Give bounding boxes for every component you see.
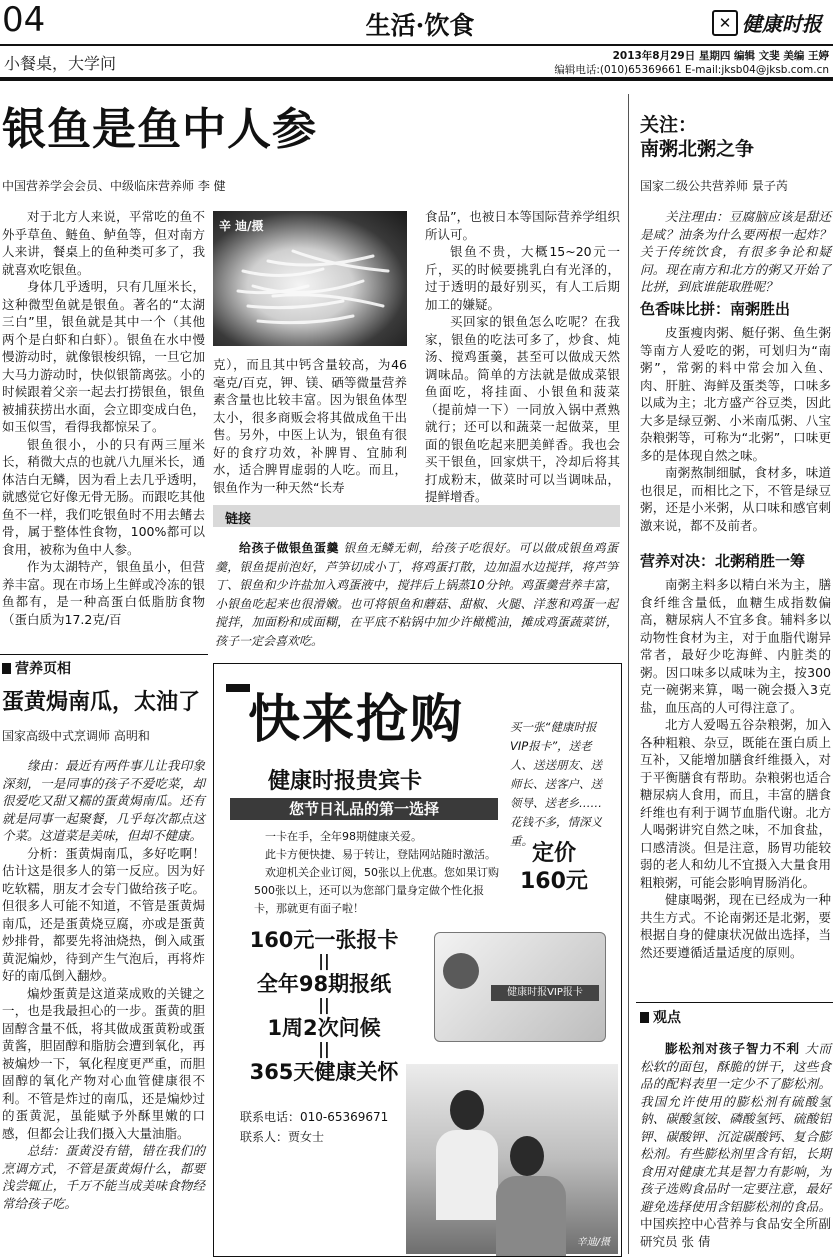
paragraph: 克），而且其中钙含量较高，为46毫克/百克，钾、镁、硒等微量营养素含量也比较丰富。因为银鱼体型太小，很多商贩会将其做成鱼干出售。另外，中医上认为，银鱼有很好的食疗功效，补脾胃、宜肺利水，适合脾胃虚弱的人吃。而且，银鱼作为一种天然“长寿: [213, 357, 407, 495]
ad-side-text: 买一张“健康时报VIP报卡”，送老人、送送朋友、送师长、送客户、送领导、送老乡……花钱不多，情深义重。: [510, 720, 602, 848]
ad-offer-line: 全年98期报纸: [256, 972, 392, 996]
paragraph: 皮蛋瘦肉粥、艇仔粥、鱼生粥等南方人爱吃的粥，可划归为“南粥”，常粥的料中常会加入鱼、肉、肝脏、海鲜及蛋类等，口味多以咸为主；北方盛产谷豆类，因此大多是绿豆粥、小米南瓜粥、八宝杂粮粥等，可称为“北粥”，口味更多的是体现自然之味。: [640, 325, 831, 463]
paragraph: 健康喝粥，现在已经成为一种共生方式。不论南粥还是北粥，要根据自身的健康状况做出选择，当然还要遵循适量适度的原则。: [640, 892, 831, 960]
ad-subhead: 健康时报贵宾卡: [268, 768, 423, 794]
ad-offer-line: 160元一张报卡: [249, 928, 399, 952]
paragraph: 分析：蛋黄焗南瓜，多好吃啊！估计这是很多人的第一反应。因为好吃软糯，朋友才会专门做给孩子吃。但很多人可能不知道，不管是蛋黄焗南瓜，还是蛋黄烧豆腐，亦或是蛋黄炒排骨，都要先将油烧热，倒入咸蛋黄泥煸炒，待到产生气泡后，再将炸好的南瓜倒入翻炒。: [2, 845, 205, 983]
right-section-1: [640, 324, 831, 542]
silverfish-photo: [213, 211, 407, 346]
paragraph: 食品”，也被日本等国际营养学组织所认可。: [425, 209, 620, 242]
person-head-icon: [450, 1090, 484, 1130]
opinion-text: 大而松软的面包，酥脆的饼干，这些食品的配料表里一定少不了膨松剂。我国允许使用的膨松剂有硫酸氢钠、碳酸氢铵、磷酸氢钙、硫酸铝钾、碳酸钾、沉淀碳酸钙、复合膨松剂。有些膨松剂里含有铝，长期食用对健康尤其是智力有影响，为孩子选购食品时一定要注意，最好避免选择使用含铝膨松剂的食品。: [640, 1041, 831, 1214]
ad-equals: ||: [318, 1039, 330, 1058]
ad-equals: ||: [318, 951, 330, 970]
right-article-byline: 国家二级公共营养师 景子芮: [640, 179, 788, 193]
right-subhead-2: 营养对决：北粥稍胜一筹: [640, 552, 806, 570]
logo-text: 健康时报: [741, 12, 822, 36]
ad-equals: ||: [318, 995, 330, 1014]
section-divider: [0, 654, 208, 655]
ad-offer-list: [224, 924, 424, 1086]
paragraph: 身体几乎透明，只有几厘米长，这种微型鱼就是银鱼。著名的“太湖三白”里，银鱼就是其中一个（其他两个是白虾和白虾）。银鱼在水中慢慢游动时，就像银梭织锦，一旦它加大马力游动时，快似银箭离弦。小的时候跟着父亲一起去打捞银鱼，银鱼被捕获捞出水面，会立即变成白色，如玉似雪，看得我都惊呆了。: [2, 279, 205, 434]
right-kicker: 关注：: [640, 114, 698, 136]
right-section-2: [640, 576, 831, 998]
vip-card-ad: [213, 663, 622, 1257]
vip-card-image: [434, 932, 606, 1042]
paragraph: 对于北方人来说，平常吃的鱼不外乎草鱼、鲢鱼、鲈鱼等，但对南方人来讲，餐桌上的鱼种类可多了，我就喜欢吃银鱼。: [2, 209, 205, 277]
ad-corner-mark: [226, 684, 250, 692]
opinion-body: [640, 1040, 831, 1254]
paragraph: 银鱼很小，小的只有两三厘米长，稍微大点的也就八九厘米长，通体洁白无鳞，因为看上去几乎透明，就感觉它好像无骨无肠。而跟吃其他鱼不一样，我们吃银鱼时不用去鳍去骨，属于整体性食物，100%都可以食用，被称为鱼中人参。: [2, 436, 205, 557]
ad-banner: 您节日礼品的第一选择: [230, 798, 498, 820]
main-article-col2: [213, 356, 407, 496]
header-rule: [0, 44, 833, 46]
ad-price-label: 定价: [532, 841, 577, 866]
paragraph: 煸炒蛋黄是这道菜成败的关键之一，也是我最担心的一步。蛋黄的胆固醇含量不低，将其做成蛋黄粉或蛋黄酱，胆固醇和脂肪会遭到氧化，再被煸炒一下，氧化程度更严重，而胆固醇的氧化产物对心血管健康很不利。不管是炸过的南瓜，还是煸炒过的蛋黄泥，虽能赋予外酥里嫩的口感，但都会让我们摄入大量油脂。: [2, 985, 205, 1141]
main-article-byline: 中国营养学会会员、中级临床营养师 李 健: [2, 179, 226, 193]
ad-headline: 快来抢购: [248, 690, 465, 750]
person-body-icon: [436, 1130, 498, 1220]
header-thick-rule: [0, 77, 833, 81]
opinion-lead: 膨松剂对孩子智力不利: [665, 1041, 800, 1056]
right-lead: [640, 208, 831, 294]
left-article-body: [2, 757, 205, 1253]
ad-contact-person: 联系人：贾女士: [240, 1130, 325, 1144]
paragraph: 作为太湖特产，银鱼虽小，但营养丰富。现在市场上生鲜或冷冻的银鱼都有，是一种高蛋白低脂肪食物（蛋白质为17.2克/百: [2, 559, 205, 627]
opinion-tag: 观点: [640, 1007, 681, 1027]
card-ornament-icon: [443, 953, 479, 989]
right-subhead-1: 色香味比拼：南粥胜出: [640, 300, 791, 318]
couple-photo: [406, 1064, 618, 1254]
nutrition-tag: 营养页相: [2, 658, 71, 678]
photo-credit: 辛 迪/摄: [219, 219, 264, 233]
column-divider: [628, 94, 629, 1254]
sidebar-title: 给孩子做银鱼蛋羹: [239, 541, 340, 555]
section-title: 生活·饮食: [365, 11, 475, 40]
ad-body-line: 此卡方便快捷、易于转让，登陆网站随时激活。: [265, 848, 496, 861]
date-line: 2013年8月29日 星期四 编辑 文斐 美编 王婷: [612, 50, 829, 62]
ad-photo-caption: 辛迪/摄: [576, 1237, 610, 1248]
ad-offer-line: 1周2次问候: [267, 1016, 381, 1040]
section-divider: [636, 1002, 833, 1003]
right-article-title: 南粥北粥之争: [640, 138, 755, 160]
contact-line: 编辑电话:(010)65369661 E-mail:jksb04@jksb.com.cn: [554, 64, 829, 76]
paragraph: 总结：蛋黄没有错，错在我们的烹调方式，不管是蛋黄焗什么，都要浅尝辄止，千万不能当成美味食物经常给孩子吃。: [2, 1143, 205, 1211]
sidebar-label-bar: [213, 505, 620, 527]
ad-price: 160元: [520, 869, 588, 894]
paragraph: 关注理由：豆腐脑应该是甜还是咸？油条为什么要两根一起炸？关于传统饮食，有很多争论和疑问。现在南方和北方的粥又开始了比拼，到底谁能取胜呢？: [640, 209, 831, 294]
main-article-col3: [425, 208, 620, 504]
card-text: 健康时报VIP报卡: [491, 985, 599, 1001]
logo-mark-icon: ✕: [712, 10, 738, 36]
left-article-title: 蛋黄焗南瓜，太油了: [2, 689, 201, 715]
sidebar-text: 银鱼无鳞无刺，给孩子吃很好。可以做成银鱼鸡蛋羹，银鱼提前泡好，芦笋切成小丁，将鸡蛋打散，边加温水边搅拌，将芦笋丁、银鱼和少许盐加入鸡蛋液中，搅拌后上锅蒸10分钟。鸡蛋羹营养丰富，小银鱼吃起来也很滑嫩。也可将银鱼和蘑菇、甜椒、火腿、洋葱和鸡蛋一起搅拌，加面粉和成面糊，在平底不粘锅中加少许橄榄油，摊成鸡蛋蔬菜饼，孩子一定会喜欢吃。: [215, 541, 618, 648]
column-name: 小餐桌，大学问: [4, 54, 117, 73]
ad-body-line: 欢迎机关企业订阅，50张以上优惠。您如果订购500张以上，还可以为您部门量身定做个性化报卡，那就更有面子啦！: [254, 866, 499, 915]
paragraph: 缘由：最近有两件事儿让我印象深刻，一是同事的孩子不爱吃菜，却很爱吃又甜又糯的蛋黄焗南瓜。还有就是同事一起聚餐，几乎每次都点这个菜。这道菜是美味，但却不健康。: [2, 758, 205, 843]
ad-offer-line: 365天健康关怀: [249, 1060, 399, 1084]
main-article-title: 银鱼是鱼中人参: [2, 104, 317, 155]
sidebar-label: 链接: [225, 512, 252, 527]
paragraph: 南粥主料多以精白米为主，膳食纤维含量低，血糖生成指数偏高，糖尿病人不宜多食。辅料多以动物性食材为主，对于血脂代谢异常者，最好少吃海鲜、内脏类的粥。因口味多以咸味为主，按300克一碗粥来算，喝一碗会摄入3克盐，血压高的人可得注意了。: [640, 577, 831, 715]
paragraph: 南粥熬制细腻，食材多，味道也很足，而相比之下，不管是绿豆粥，还是小米粥，从口味和感官刺激来说，都不及前者。: [640, 465, 831, 533]
masthead-logo: [712, 8, 830, 34]
main-article-col1: [2, 208, 205, 638]
person-head-icon: [510, 1136, 544, 1176]
opinion-author: 中国疾控中心营养与食品安全所副研究员 张 倩: [640, 1216, 831, 1249]
ad-contact-phone: 联系电话：010-65369671: [240, 1110, 389, 1124]
person-body-icon: [496, 1176, 566, 1256]
paragraph: 买回家的银鱼怎么吃呢？在我家，银鱼的吃法可多了，炒食、炖汤、搅鸡蛋羹，甚至可以做成天然调味品。简单的方法就是做成菜银鱼面吃，将挂面、小银鱼和菠菜（提前焯一下）一同放入锅中煮熟就行；还可以和蔬菜一起做菜，里面的银鱼吃起来肥美鲜香。我也会买干银鱼，回家烘干，冷却后将其打成粉末，做菜时可以当调味品，提鲜增香。: [425, 314, 620, 504]
left-article-byline: 国家高级中式烹调师 高明和: [2, 729, 150, 743]
ad-body-line: 一卡在手，全年98期健康关爱。: [265, 830, 422, 843]
paragraph: 北方人爱喝五谷杂粮粥，加入各种粗粮、杂豆，既能在蛋白质上互补，又能增加膳食纤维摄入，对于平衡膳食有帮助。杂粮粥也适合糖尿病人食用，而且，丰富的膳食纤维也有利于调节血脂代谢。北方人喝粥讲究自然之味，不加食盐，口感清淡。但是注意，肠胃功能较弱的老人和幼儿不宜摄入大量食用粗粮粥，可能会影响胃肠消化。: [640, 717, 831, 890]
paragraph: 银鱼不贵，大概15~20元一斤，买的时候要挑乳白有光泽的，过于透明的最好别买，有人工后期加工的嫌疑。: [425, 244, 620, 312]
sidebar-box: [215, 539, 618, 649]
page-number: 04: [2, 0, 46, 40]
ad-body: [254, 828, 504, 918]
